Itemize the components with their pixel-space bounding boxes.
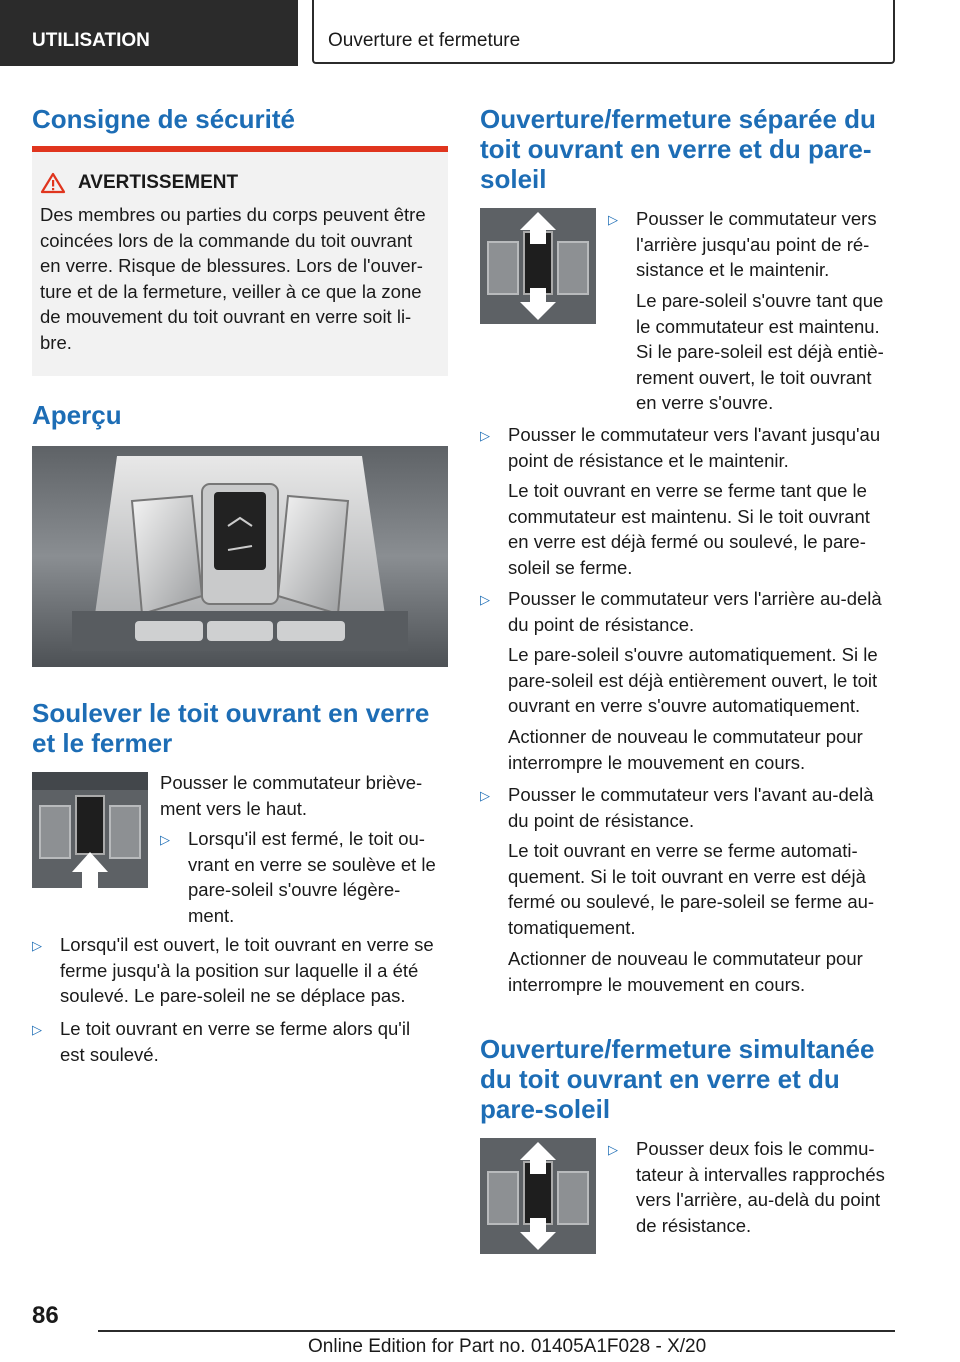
chapter-label: Ouverture et fermeture	[312, 0, 895, 64]
bullet-detail	[636, 288, 900, 416]
list-item	[480, 422, 900, 473]
text-line: vrant en verre se soulève et le	[188, 853, 436, 875]
text-line: en verre est déjà fermé ou soulevé, le pare‐	[508, 531, 866, 552]
text-line: Le toit ouvrant en verre se ferme automati‐	[508, 840, 858, 861]
text-line: Lorsqu'il est fermé, le toit ou‐	[188, 828, 425, 849]
text-line: Actionner de nouveau le commutateur pour	[508, 948, 863, 969]
text-line: pare-soleil s'ouvre légère‐	[188, 879, 401, 900]
text-line: l'arrière jusqu'au point de ré‐	[636, 233, 870, 255]
text-line: tateur à intervalles rapprochés	[636, 1163, 885, 1185]
bullet-triangle-icon: ▷	[480, 428, 490, 443]
bullet-detail	[508, 946, 900, 997]
text-line: du point de résistance.	[508, 613, 695, 635]
bullet-triangle-icon: ▷	[608, 212, 618, 227]
warning-header	[40, 172, 440, 194]
edition-text: Online Edition for Part no. 01405A1F028 - X/20	[308, 1336, 707, 1357]
bullet-triangle-icon: ▷	[608, 1142, 618, 1157]
text-line: le commutateur est maintenu.	[636, 315, 880, 337]
text-line: interrompre le mouvement en cours.	[508, 973, 806, 995]
text-line: commutateur est maintenu. Si le toit ouvrant	[508, 505, 870, 527]
text-line: Lorsqu'il est ouvert, le toit ouvrant en verre se	[60, 934, 434, 955]
separate-heading	[480, 104, 876, 194]
text-line: en verre s'ouvre.	[636, 392, 774, 413]
text-line: Pousser le commutateur vers	[636, 208, 877, 229]
text-line: Si le pare-soleil est déjà entiè‐	[636, 341, 884, 362]
text-line: tomatiquement.	[508, 916, 636, 938]
bullet-detail	[508, 724, 900, 775]
list-item	[608, 1136, 898, 1238]
switch-double-push-illustration	[480, 1138, 596, 1254]
list-item	[32, 1016, 452, 1067]
section-label: UTILISATION	[0, 0, 298, 66]
separate-heading-line: Ouverture/fermeture séparée du	[480, 104, 876, 134]
text-line: ouvrant en verre s'ouvre automatiquement.	[508, 695, 861, 716]
list-item	[480, 782, 900, 833]
text-line: pare-soleil est déjà entièrement ouvert, le toit	[508, 669, 878, 691]
lift-heading-line: Soulever le toit ouvrant en verre	[32, 698, 430, 728]
bullet-triangle-icon: ▷	[480, 592, 490, 607]
bullet-detail	[508, 838, 900, 940]
text-line: Pousser le commutateur vers l'arrière au-delà	[508, 588, 882, 609]
warning-line: en verre. Risque de blessures. Lors de l'ouver‐	[40, 255, 423, 276]
separate-heading-line: soleil	[480, 164, 547, 194]
safety-heading: Consigne de sécurité	[32, 104, 295, 134]
separate-heading-line: toit ouvrant en verre et du pare‐	[480, 134, 872, 164]
text-line: rement ouvert, le toit ouvrant	[636, 366, 872, 388]
text-line: quement. Si le toit ouvrant en verre est déjà	[508, 865, 866, 887]
text-line: Le toit ouvrant en verre se ferme tant que le	[508, 480, 867, 501]
text-line: ment.	[188, 904, 235, 926]
bullet-triangle-icon: ▷	[32, 938, 42, 953]
list-item	[608, 206, 898, 283]
text-line: Le toit ouvrant en verre se ferme alors qu'il	[60, 1018, 411, 1039]
footer-divider	[98, 1330, 895, 1332]
warning-text	[40, 202, 440, 355]
warning-line: ture et de la fermeture, veiller à ce que la zone	[40, 280, 422, 302]
bullet-triangle-icon: ▷	[32, 1022, 42, 1037]
list-item	[32, 932, 452, 1009]
switch-push-up-illustration	[32, 772, 148, 888]
lift-heading	[32, 698, 429, 758]
text-line: fermé ou soulevé, le pare-soleil se ferme au‐	[508, 891, 875, 912]
text-line: ferme jusqu'à la position sur laquelle il a été	[60, 959, 419, 981]
page-header	[0, 0, 960, 66]
text-line: Pousser le commutateur vers l'avant au-delà	[508, 784, 874, 805]
text-line: ment vers le haut.	[160, 797, 308, 819]
overhead-console-photo	[32, 446, 448, 667]
text-line: Pousser le commutateur briève‐	[160, 772, 423, 793]
simultaneous-heading-line: Ouverture/fermeture simultanée	[480, 1034, 875, 1064]
text-line: point de résistance et le maintenir.	[508, 449, 789, 471]
warning-line: coincées lors de la commande du toit ouvrant	[40, 229, 413, 251]
simultaneous-heading	[480, 1034, 874, 1124]
warning-label: AVERTISSEMENT	[78, 172, 239, 193]
text-line: de résistance.	[636, 1214, 752, 1236]
text-line: sistance et le maintenir.	[636, 259, 830, 280]
text-line: Pousser le commutateur vers l'avant jusqu'au	[508, 424, 881, 445]
text-line: du point de résistance.	[508, 809, 695, 831]
warning-triangle-icon	[40, 172, 66, 194]
page-number: 86	[32, 1302, 59, 1329]
bullet-triangle-icon: ▷	[160, 832, 170, 847]
text-line: est soulevé.	[60, 1043, 159, 1065]
text-line: vers l'arrière, au-delà du point	[636, 1189, 881, 1210]
bullet-triangle-icon: ▷	[480, 788, 490, 803]
warning-box	[32, 146, 448, 376]
warning-line: de mouvement du toit ouvrant en verre soit li‐	[40, 306, 412, 327]
list-item	[160, 826, 450, 928]
switch-push-back-forward-illustration	[480, 208, 596, 324]
list-item	[480, 586, 900, 637]
text-line: Le pare-soleil s'ouvre automatiquement. Si le	[508, 644, 878, 665]
text-line: Actionner de nouveau le commutateur pour	[508, 726, 863, 747]
simultaneous-heading-line: pare-soleil	[480, 1094, 611, 1124]
text-line: soulevé. Le pare-soleil ne se déplace pas.	[60, 985, 406, 1006]
text-line: interrompre le mouvement en cours.	[508, 751, 806, 773]
text-line: Pousser deux fois le commu‐	[636, 1138, 875, 1159]
text-line: soleil se ferme.	[508, 556, 633, 578]
lift-heading-line: et le fermer	[32, 728, 173, 758]
warning-line: bre.	[40, 331, 72, 353]
overview-heading: Aperçu	[32, 400, 122, 430]
text-line: Le pare-soleil s'ouvre tant que	[636, 290, 884, 311]
simultaneous-heading-line: du toit ouvrant en verre et du	[480, 1064, 840, 1094]
bullet-detail	[508, 642, 900, 719]
warning-line: Des membres ou parties du corps peuvent être	[40, 204, 426, 225]
bullet-detail	[508, 478, 900, 580]
lift-intro	[160, 770, 450, 821]
